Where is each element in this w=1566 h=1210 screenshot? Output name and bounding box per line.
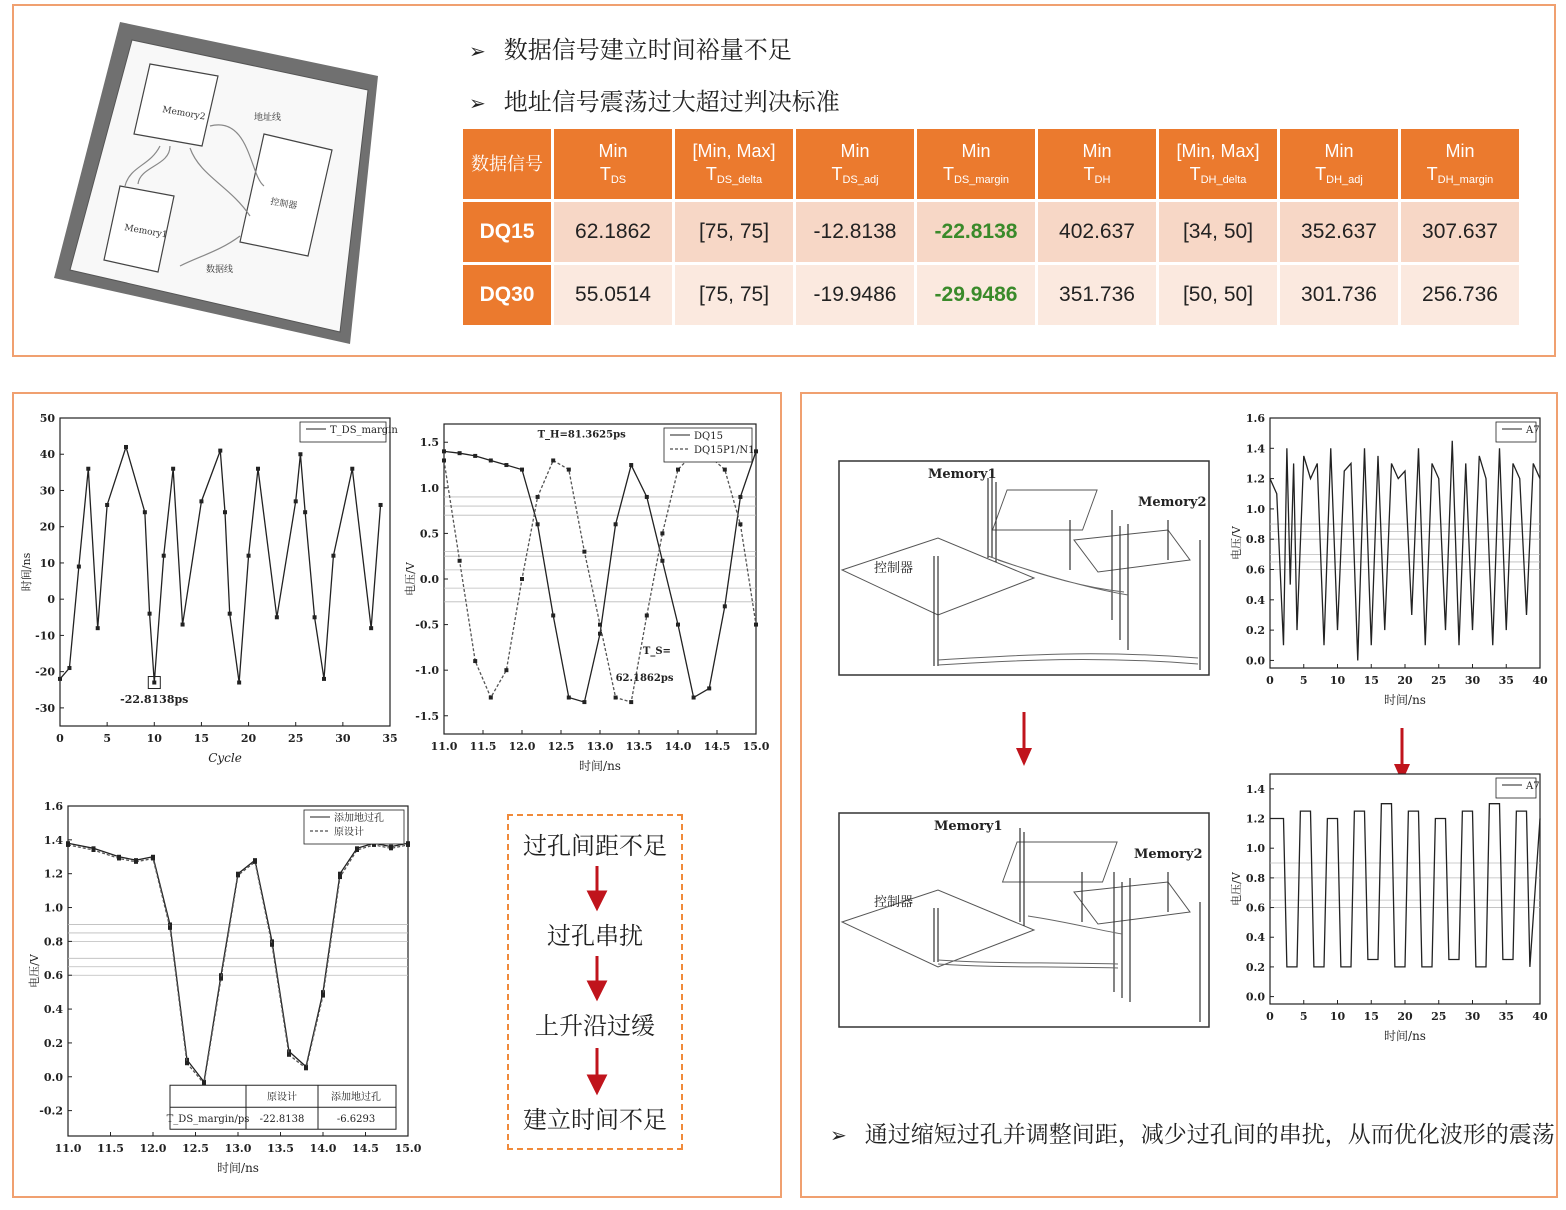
header-tdh-adj: Min $T_{DH\_adj}$: [1280, 129, 1398, 199]
data-point: [185, 1061, 189, 1065]
legend-label: DQ15: [694, 431, 723, 442]
orig-mem2-label: Memory2: [1138, 495, 1207, 510]
opt-mem2-label: Memory2: [1134, 847, 1203, 862]
y-tick-label: 1.0: [43, 901, 63, 915]
y-tick-label: -10: [35, 629, 55, 643]
data-point: [489, 458, 493, 462]
x-tick-label: 10: [1329, 1010, 1346, 1023]
x-tick-label: 13.0: [586, 740, 614, 753]
board-mem1-label: Memory2: [161, 105, 207, 123]
data-point: [275, 615, 279, 619]
table-cell: -12.8138: [796, 202, 914, 262]
x-tick-label: 12.5: [547, 740, 575, 753]
data-point: [96, 626, 100, 630]
y-tick-label: 1.6: [43, 800, 63, 813]
data-point: [223, 510, 227, 514]
y-tick-label: 1.0: [419, 481, 439, 495]
data-point: [458, 559, 462, 563]
data-point: [406, 843, 410, 847]
data-point: [598, 623, 602, 627]
y-tick-label: -1.0: [415, 664, 439, 678]
x-tick-label: 15: [193, 732, 210, 745]
legend-label: DQ15P1/N1: [694, 445, 755, 456]
data-point: [707, 686, 711, 690]
y-tick-label: 1.2: [1245, 472, 1265, 486]
table-row: [463, 202, 1519, 262]
x-tick-label: 30: [1464, 1010, 1481, 1023]
data-point: [117, 856, 121, 860]
x-axis-label: 时间/ns: [1384, 693, 1426, 707]
data-point: [754, 449, 758, 453]
bullet-1-text: 数据信号建立时间裕量不足: [503, 36, 792, 64]
header-min-tdh: Min $T_{DH}$: [1038, 129, 1156, 199]
data-point: [148, 612, 152, 616]
table-cell: [75, 75]: [675, 202, 793, 262]
board-mem2-label: Memory1: [123, 223, 169, 241]
x-tick-label: 14.5: [352, 1142, 379, 1155]
header-signal: 数据信号: [463, 129, 551, 199]
bottom-right-panel: [800, 392, 1558, 1198]
x-tick-label: 35: [382, 732, 398, 745]
x-tick-label: 20: [1397, 1010, 1413, 1023]
table-header-row: [463, 129, 1519, 199]
data-point: [228, 612, 232, 616]
data-point: [270, 943, 274, 947]
y-tick-label: 20: [39, 520, 55, 534]
table-cell: 307.637: [1401, 202, 1519, 262]
data-point: [738, 522, 742, 526]
data-point: [171, 467, 175, 471]
y-tick-label: 1.0: [1245, 502, 1265, 516]
conclusion-bullet-text: 通过缩短过孔并调整间距，减少过孔间的串扰，从而优化波形的震荡: [864, 1122, 1555, 1148]
y-tick-label: 0.8: [1245, 533, 1265, 547]
y-tick-label: 30: [39, 484, 55, 498]
board-data-label: 数据线: [206, 265, 234, 275]
data-point: [389, 846, 393, 850]
x-tick-label: 11.5: [469, 740, 497, 753]
data-point: [247, 554, 251, 558]
y-tick-label: 0.4: [43, 1003, 63, 1017]
y-tick-label: 0.2: [1245, 624, 1265, 638]
table-cell: -29.9486: [917, 265, 1035, 325]
inset-table-cell: T_DS_margin/ps: [166, 1114, 250, 1126]
x-axis-label: 时间/ns: [217, 1161, 259, 1175]
y-tick-label: 0.0: [419, 573, 439, 586]
x-tick-label: 14.0: [664, 740, 692, 753]
data-point: [218, 449, 222, 453]
data-point: [442, 458, 446, 462]
table-cell: [34, 50]: [1159, 202, 1277, 262]
data-point: [458, 451, 462, 455]
y-tick-label: 10: [39, 556, 55, 570]
data-point: [379, 503, 383, 507]
board-addr-label: 地址线: [254, 113, 282, 123]
data-point: [520, 468, 524, 472]
data-point: [67, 666, 71, 670]
flow-step: 上升沿过缓: [535, 1012, 655, 1040]
x-tick-label: 25: [1431, 674, 1447, 687]
data-point: [551, 458, 555, 462]
table-cell: 351.736: [1038, 265, 1156, 325]
table-cell: [75, 75]: [675, 265, 793, 325]
flow-step: 建立时间不足: [523, 1106, 667, 1134]
data-point: [660, 531, 664, 535]
data-point: [77, 565, 81, 569]
arrow-bullet-icon: ➢: [830, 1123, 847, 1147]
data-point: [754, 623, 758, 627]
data-point: [338, 875, 342, 879]
annotation-label: -22.8138ps: [120, 692, 189, 706]
y-tick-label: 0.5: [419, 527, 439, 541]
x-tick-label: 10: [146, 732, 162, 745]
layout-optimized-3d: [838, 812, 1210, 1028]
arrow-bullet-icon: ➢: [469, 91, 486, 115]
data-point: [645, 495, 649, 499]
x-tick-label: 25: [288, 732, 304, 745]
top-panel: [12, 4, 1556, 357]
data-point: [614, 522, 618, 526]
inset-table-cell: -22.8138: [259, 1114, 305, 1126]
data-point: [582, 550, 586, 554]
y-tick-label: 0.8: [1245, 871, 1265, 885]
data-point: [134, 860, 138, 864]
root-cause-flow: [507, 814, 683, 1150]
x-tick-label: 13.5: [267, 1142, 294, 1155]
chart-tds-margin-cycle: [14, 404, 404, 774]
x-tick-label: 5: [1299, 1010, 1308, 1023]
data-point: [536, 495, 540, 499]
data-point: [676, 468, 680, 472]
y-axis-label: 电压/V: [404, 562, 417, 596]
x-tick-label: 0: [1266, 674, 1274, 687]
x-tick-label: 11.0: [54, 1142, 82, 1155]
x-tick-label: 35: [1498, 1010, 1514, 1023]
data-point: [442, 449, 446, 453]
data-point: [614, 696, 618, 700]
data-point: [551, 613, 555, 617]
data-point: [58, 677, 62, 681]
legend-label: A7: [1526, 425, 1540, 436]
data-point: [303, 510, 307, 514]
y-tick-label: 0.2: [43, 1036, 63, 1050]
y-tick-label: -20: [35, 665, 55, 679]
table-cell: 55.0514: [554, 265, 672, 325]
x-tick-label: 14.5: [703, 740, 731, 753]
data-point: [738, 495, 742, 499]
inset-table-cell: 添加地过孔: [331, 1092, 381, 1104]
data-point: [676, 623, 680, 627]
x-tick-label: 0: [1266, 1010, 1274, 1023]
table-cell: DQ30: [463, 265, 551, 325]
table-cell: -19.9486: [796, 265, 914, 325]
x-tick-label: 30: [335, 732, 351, 745]
annotation-label: T_H=81.3625ps: [537, 429, 626, 441]
layout-original-3d: [838, 460, 1210, 676]
data-point: [294, 499, 298, 503]
y-axis-label: 电压/V: [28, 954, 41, 988]
data-point: [660, 559, 664, 563]
data-point: [567, 696, 571, 700]
y-tick-label: 1.5: [419, 436, 439, 450]
x-tick-label: 15.0: [394, 1142, 422, 1155]
data-point: [66, 843, 70, 847]
data-point: [143, 510, 147, 514]
pcb-board-illustration: [50, 16, 400, 356]
legend-label: T_DS_margin: [330, 425, 398, 436]
x-axis-label: Cycle: [208, 751, 242, 765]
orig-controller-label: 控制器: [874, 561, 914, 576]
header-tds-margin: Min $T_{DS\_margin}$: [917, 129, 1035, 199]
data-point: [536, 522, 540, 526]
y-axis-label: 时间/ns: [20, 552, 33, 592]
data-point: [645, 613, 649, 617]
data-point: [473, 454, 477, 458]
table-cell: 256.736: [1401, 265, 1519, 325]
data-point: [287, 1053, 291, 1057]
chart-dq15-waveform: [404, 412, 774, 782]
data-point: [124, 445, 128, 449]
data-point: [92, 848, 96, 852]
legend-label: A7: [1526, 781, 1540, 792]
data-point: [199, 499, 203, 503]
table-row: [463, 265, 1519, 325]
table-cell: -22.8138: [917, 202, 1035, 262]
y-tick-label: -0.2: [39, 1104, 63, 1118]
arrow-bullet-icon: ➢: [469, 39, 486, 63]
data-point: [105, 503, 109, 507]
x-tick-label: 15: [1363, 674, 1379, 687]
annotation-label: 62.1862ps: [615, 673, 674, 685]
data-point: [489, 696, 493, 700]
x-tick-label: 20: [240, 732, 257, 745]
data-point: [321, 994, 325, 998]
data-point: [350, 467, 354, 471]
y-axis-label: 电压/V: [1230, 872, 1243, 906]
annotation-label: T_S=: [642, 645, 671, 657]
x-tick-label: 10: [1329, 674, 1346, 687]
y-tick-label: 0.2: [1245, 960, 1265, 974]
y-tick-label: 0.6: [43, 969, 63, 983]
x-tick-label: 15.0: [742, 740, 770, 753]
data-point: [723, 604, 727, 608]
data-point: [86, 467, 90, 471]
x-tick-label: 12.0: [508, 740, 536, 753]
inset-table-cell: -6.6293: [336, 1114, 376, 1126]
data-point: [504, 668, 508, 672]
signal-table: [460, 126, 1522, 328]
x-tick-label: 5: [103, 732, 111, 745]
data-point: [298, 452, 302, 456]
inset-table-cell: 原设计: [267, 1092, 297, 1104]
y-tick-label: 1.4: [43, 833, 63, 847]
legend-label: 添加地过孔: [334, 813, 384, 824]
x-tick-label: 5: [1299, 674, 1308, 687]
data-point: [582, 700, 586, 704]
header-tdh-margin: Min $T_{DH\_margin}$: [1401, 129, 1519, 199]
y-tick-label: 1.4: [1245, 782, 1265, 796]
x-tick-label: 20: [1397, 674, 1413, 687]
data-point: [520, 577, 524, 581]
table-cell: 62.1862: [554, 202, 672, 262]
y-tick-label: 1.6: [1245, 412, 1265, 425]
x-tick-label: 12.5: [182, 1142, 209, 1155]
opt-mem1-label: Memory1: [934, 819, 1003, 834]
x-axis-label: 时间/ns: [1384, 1029, 1426, 1043]
x-tick-label: 30: [1464, 674, 1481, 687]
y-tick-label: -30: [35, 701, 55, 715]
y-tick-label: 1.4: [1245, 442, 1265, 456]
table-cell: 402.637: [1038, 202, 1156, 262]
y-tick-label: 0.0: [1245, 654, 1265, 668]
header-tdh-delta: [Min, Max] $T_{DH\_delta}$: [1159, 129, 1277, 199]
plot-frame: [60, 418, 390, 726]
data-point: [162, 554, 166, 558]
flow-arrows: [509, 816, 681, 1148]
data-point: [168, 926, 172, 930]
y-tick-label: 0.4: [1245, 593, 1265, 607]
y-tick-label: 0.0: [1245, 990, 1265, 1004]
chart-a7-optimized: [1224, 768, 1554, 1068]
x-tick-label: 11.0: [430, 740, 458, 753]
data-point: [151, 856, 155, 860]
header-tds-adj: Min $T_{DS\_adj}$: [796, 129, 914, 199]
x-tick-label: 35: [1498, 674, 1514, 687]
x-tick-label: 11.5: [97, 1142, 124, 1155]
data-point: [629, 463, 633, 467]
data-point: [219, 977, 223, 981]
bullet-2-text: 地址信号震荡过大超过判决标准: [503, 88, 840, 116]
y-tick-label: 0.4: [1245, 931, 1265, 945]
board-controller-label: 控制器: [269, 197, 298, 212]
data-point: [236, 873, 240, 877]
data-point: [504, 463, 508, 467]
data-point: [629, 700, 633, 704]
bottom-left-panel: [12, 392, 782, 1198]
data-point: [237, 681, 241, 685]
data-point: [322, 677, 326, 681]
data-point: [152, 681, 156, 685]
legend-label: 原设计: [334, 827, 364, 838]
header-min-tds: Min $T_{DS}$: [554, 129, 672, 199]
y-tick-label: 1.0: [1245, 842, 1265, 856]
y-tick-label: 40: [39, 448, 55, 462]
table-cell: 352.637: [1280, 202, 1398, 262]
y-tick-label: -0.5: [415, 618, 439, 632]
y-tick-label: 1.2: [43, 867, 63, 881]
x-tick-label: 12.0: [139, 1142, 167, 1155]
data-point: [692, 696, 696, 700]
table-cell: [50, 50]: [1159, 265, 1277, 325]
data-point: [313, 615, 317, 619]
data-point: [253, 860, 257, 864]
flow-step: 过孔串扰: [547, 922, 643, 950]
table-cell: 301.736: [1280, 265, 1398, 325]
table-cell: DQ15: [463, 202, 551, 262]
down-arrow-icon: [1014, 712, 1034, 768]
x-tick-label: 0: [56, 732, 64, 745]
x-tick-label: 40: [1532, 674, 1548, 687]
chart-a7-original: [1224, 408, 1554, 728]
y-tick-label: 0: [47, 593, 55, 607]
data-point: [304, 1066, 308, 1070]
header-tds-delta: [Min, Max] $T_{DS\_delta}$: [675, 129, 793, 199]
orig-mem1-label: Memory1: [928, 467, 997, 482]
data-point: [567, 468, 571, 472]
y-tick-label: 0.0: [43, 1070, 63, 1084]
opt-controller-label: 控制器: [874, 895, 914, 910]
data-point: [256, 467, 260, 471]
x-axis-label: 时间/ns: [579, 759, 621, 773]
x-tick-label: 14.0: [309, 1142, 337, 1155]
x-tick-label: 13.5: [625, 740, 653, 753]
x-tick-label: 15: [1363, 1010, 1379, 1023]
y-tick-label: 0.8: [43, 935, 63, 949]
chart-ground-via-waveform: [14, 794, 424, 1186]
y-tick-label: 1.2: [1245, 812, 1265, 826]
y-tick-label: 50: [39, 412, 55, 425]
bullet-1: [469, 30, 792, 65]
x-tick-label: 13.0: [224, 1142, 252, 1155]
bullet-2: [469, 82, 840, 117]
y-tick-label: 0.6: [1245, 563, 1265, 577]
data-point: [355, 848, 359, 852]
data-point: [723, 468, 727, 472]
y-tick-label: -1.5: [415, 709, 439, 723]
flow-step: 过孔间距不足: [523, 832, 667, 860]
conclusion-bullet: [830, 1116, 1555, 1149]
data-point: [369, 626, 373, 630]
data-point: [331, 554, 335, 558]
y-tick-label: 0.6: [1245, 901, 1265, 915]
x-tick-label: 40: [1532, 1010, 1548, 1023]
y-axis-label: 电压/V: [1230, 526, 1243, 560]
data-point: [473, 659, 477, 663]
x-tick-label: 25: [1431, 1010, 1447, 1023]
data-point: [181, 623, 185, 627]
